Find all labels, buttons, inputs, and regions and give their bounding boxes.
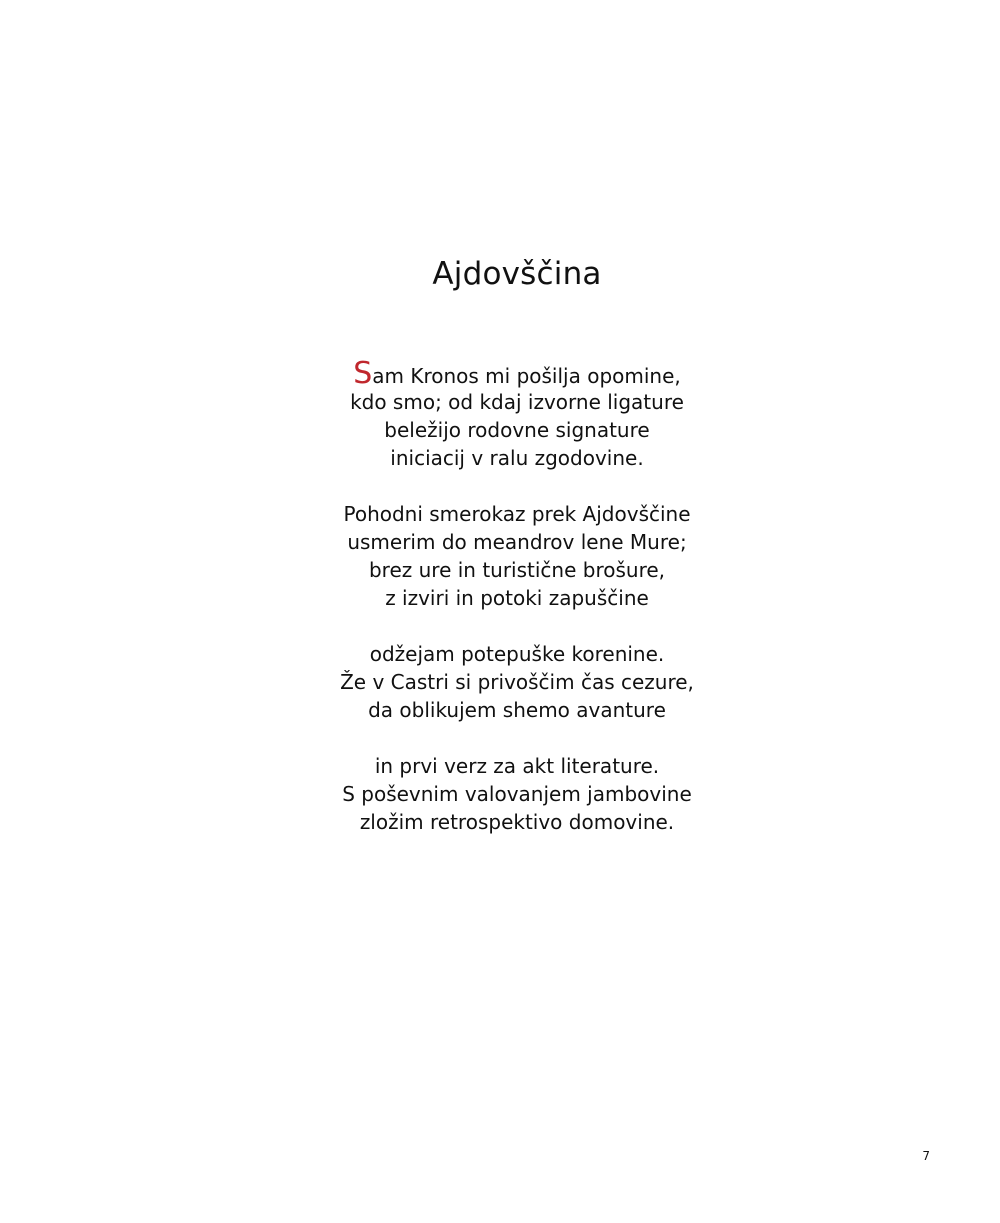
poem-line-3: beležijo rodovne signature: [384, 418, 650, 442]
stanza-2: [0, 500, 1000, 612]
stanza-4: [0, 752, 1000, 836]
poem-line-1: [0, 356, 1000, 391]
poem-line-12: in prvi verz za akt literature.: [374, 754, 660, 778]
poem-line-13: S poševnim valovanjem jambovine: [342, 782, 692, 806]
poem-line-4: iniciacij v ralu zgodovine.: [390, 446, 644, 470]
poem-line-6: usmerim do meandrov lene Mure;: [347, 530, 687, 554]
drop-cap: S: [353, 356, 373, 391]
poem-line-5: Pohodni smerokaz prek Ajdovščine: [343, 502, 691, 526]
poem-line-14: zložim retrospektivo domovine.: [359, 810, 675, 834]
first-line-text: am Kronos mi pošilja opomine,: [372, 364, 681, 388]
stanza-3: [0, 640, 1000, 724]
page-number: 7: [922, 1149, 930, 1163]
poem-title: Ajdovščina: [432, 256, 602, 292]
poem-line-10: Že v Castri si privoščim čas cezure,: [340, 670, 694, 694]
poem-line-2: kdo smo; od kdaj izvorne ligature: [350, 390, 684, 414]
stanza-1: [0, 356, 1000, 472]
poem-line-7: brez ure in turistične brošure,: [368, 558, 666, 582]
poem-line-11: da oblikujem shemo avanture: [368, 698, 666, 722]
poem-line-8: z izviri in potoki zapuščine: [385, 586, 649, 610]
poem-line-9: odžejam potepuške korenine.: [369, 642, 665, 666]
poem-body: [0, 356, 1000, 836]
